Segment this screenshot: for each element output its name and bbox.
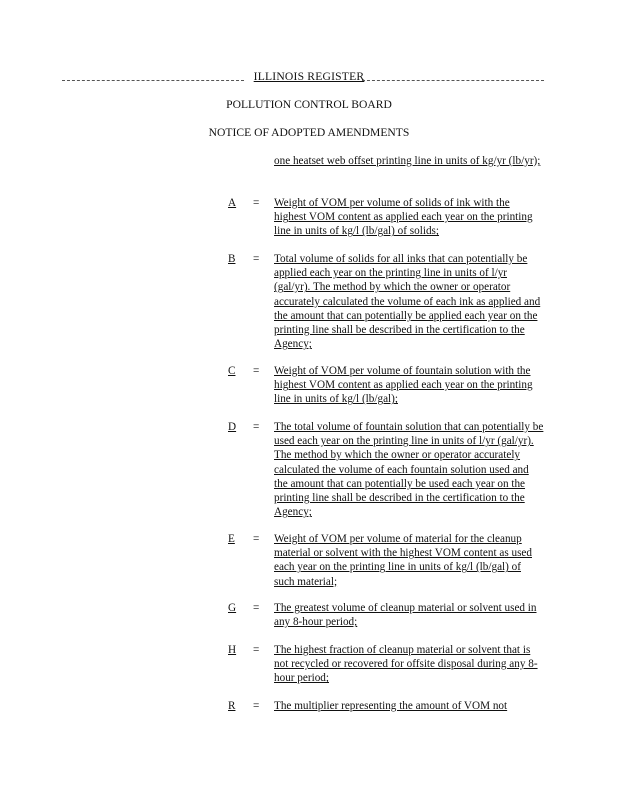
register-title: ILLINOIS REGISTER bbox=[253, 70, 365, 83]
definition-text: The total volume of fountain solution that can potentially be used each year on the printing line in units of l/yr (gal/yr). The method by which the owner or operator accurately calculated the volume of each fountain solution used and the amount that can potentially be used each year on the printing line shall be described in the certification to the Agency; bbox=[274, 421, 544, 519]
definition-variable: R bbox=[228, 700, 236, 712]
equals-sign: = bbox=[253, 253, 260, 265]
definition-text: Total volume of solids for all inks that can potentially be applied each year on the printing line in units of l/yr (gal/yr). The method by which the owner or operator accurately calculated the volume of each ink as applied and the amount that can potentially be applied each year on the printing line shall be described in the certification to the Agency; bbox=[274, 253, 541, 351]
equals-sign: = bbox=[253, 602, 260, 614]
definition-text: The multiplier representing the amount of VOM not bbox=[274, 700, 508, 712]
board-name: POLLUTION CONTROL BOARD bbox=[226, 98, 392, 111]
definition-text: Weight of VOM per volume of material for the cleanup material or solvent with the highest VOM content as used each year on the printing line in units of kg/l (lb/gal) of such material; bbox=[274, 533, 532, 588]
definition-variable: B bbox=[228, 253, 236, 265]
equals-sign: = bbox=[253, 700, 260, 712]
definition-variable: D bbox=[228, 421, 237, 433]
definition-text: Weight of VOM per volume of fountain solution with the highest VOM content as applied each year on the printing line in units of kg/l (lb/gal); bbox=[274, 365, 533, 406]
equals-sign: = bbox=[253, 644, 260, 656]
equals-sign: = bbox=[253, 365, 260, 377]
equals-sign: = bbox=[253, 421, 260, 433]
definition-variable: C bbox=[228, 365, 236, 377]
definition-variable: E bbox=[228, 533, 235, 545]
equals-sign: = bbox=[253, 533, 260, 545]
notice-title: NOTICE OF ADOPTED AMENDMENTS bbox=[208, 126, 410, 139]
definition-text: The greatest volume of cleanup material or solvent used in any 8-hour period; bbox=[274, 602, 537, 629]
definition-variable: H bbox=[228, 644, 237, 656]
definition-variable: G bbox=[228, 602, 237, 614]
definition-text: The highest fraction of cleanup material or solvent that is not recycled or recovered for offsite disposal during any 8-hour period; bbox=[274, 644, 538, 685]
definition-text: Weight of VOM per volume of solids of ink with the highest VOM content as applied each year on the printing line in units of kg/l (lb/gal) of solids; bbox=[274, 197, 533, 238]
continuation-text: one heatset web offset printing line in units of kg/yr (lb/yr); bbox=[274, 155, 541, 167]
definition-variable: A bbox=[228, 197, 237, 209]
equals-sign: = bbox=[253, 197, 260, 209]
